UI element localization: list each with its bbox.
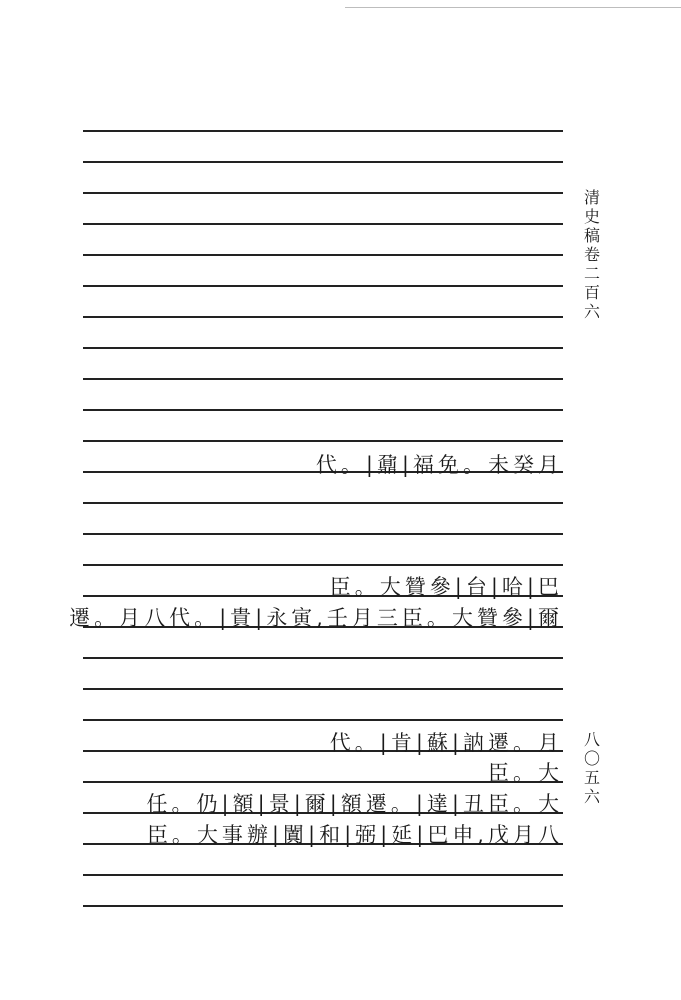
ruled-line — [83, 347, 563, 349]
running-head-char: 史 — [583, 207, 600, 226]
running-head — [579, 188, 605, 321]
table-row-text: 任。仍|額|景|爾|額遷。|達|丑臣。大 — [146, 792, 563, 816]
page-number-char: 五 — [583, 768, 600, 787]
table-row-text: 臣。大贊參|台|哈|巴 — [329, 575, 563, 599]
running-head-char: 稿 — [583, 226, 600, 245]
table-row-text: 臣。大事辦|闐|和|弼|延|巴申,戊月八 — [146, 823, 563, 847]
ruled-line — [83, 533, 563, 535]
ruled-line — [83, 378, 563, 380]
ruled-line — [83, 564, 563, 566]
page-number — [579, 730, 605, 806]
ruled-line — [83, 254, 563, 256]
ruled-line — [83, 440, 563, 442]
ruled-line — [83, 502, 563, 504]
page-number-char: 六 — [583, 787, 600, 806]
ruled-line — [83, 874, 563, 876]
running-head-char: 清 — [583, 188, 600, 207]
table-row-text: 代。|肯|蘇|訥遷。月 — [329, 731, 563, 755]
page-number-char: 〇 — [583, 749, 600, 768]
ruled-line — [83, 719, 563, 721]
ruled-line — [83, 285, 563, 287]
ruled-line — [83, 409, 563, 411]
ruled-line — [83, 316, 563, 318]
running-head-char: 二 — [583, 264, 600, 283]
ruled-line — [83, 688, 563, 690]
ruled-line — [83, 161, 563, 163]
table-row-text: 遷。月八代。|貴|永寅,壬月三臣。大贊參|爾 — [69, 606, 563, 630]
running-head-char: 六 — [583, 302, 600, 321]
ruled-line — [83, 192, 563, 194]
ruled-line — [83, 130, 563, 132]
page-number-char: 八 — [583, 730, 600, 749]
table-row-text: 臣。大 — [488, 761, 563, 785]
table-row-text: 代。|鼐|福免。未癸月 — [315, 453, 563, 477]
running-head-char: 卷 — [583, 245, 600, 264]
ruled-line — [83, 905, 563, 907]
running-head-char: 百 — [583, 283, 600, 302]
ruled-line — [83, 657, 563, 659]
ruled-line — [83, 223, 563, 225]
page-top-edge — [345, 7, 681, 8]
